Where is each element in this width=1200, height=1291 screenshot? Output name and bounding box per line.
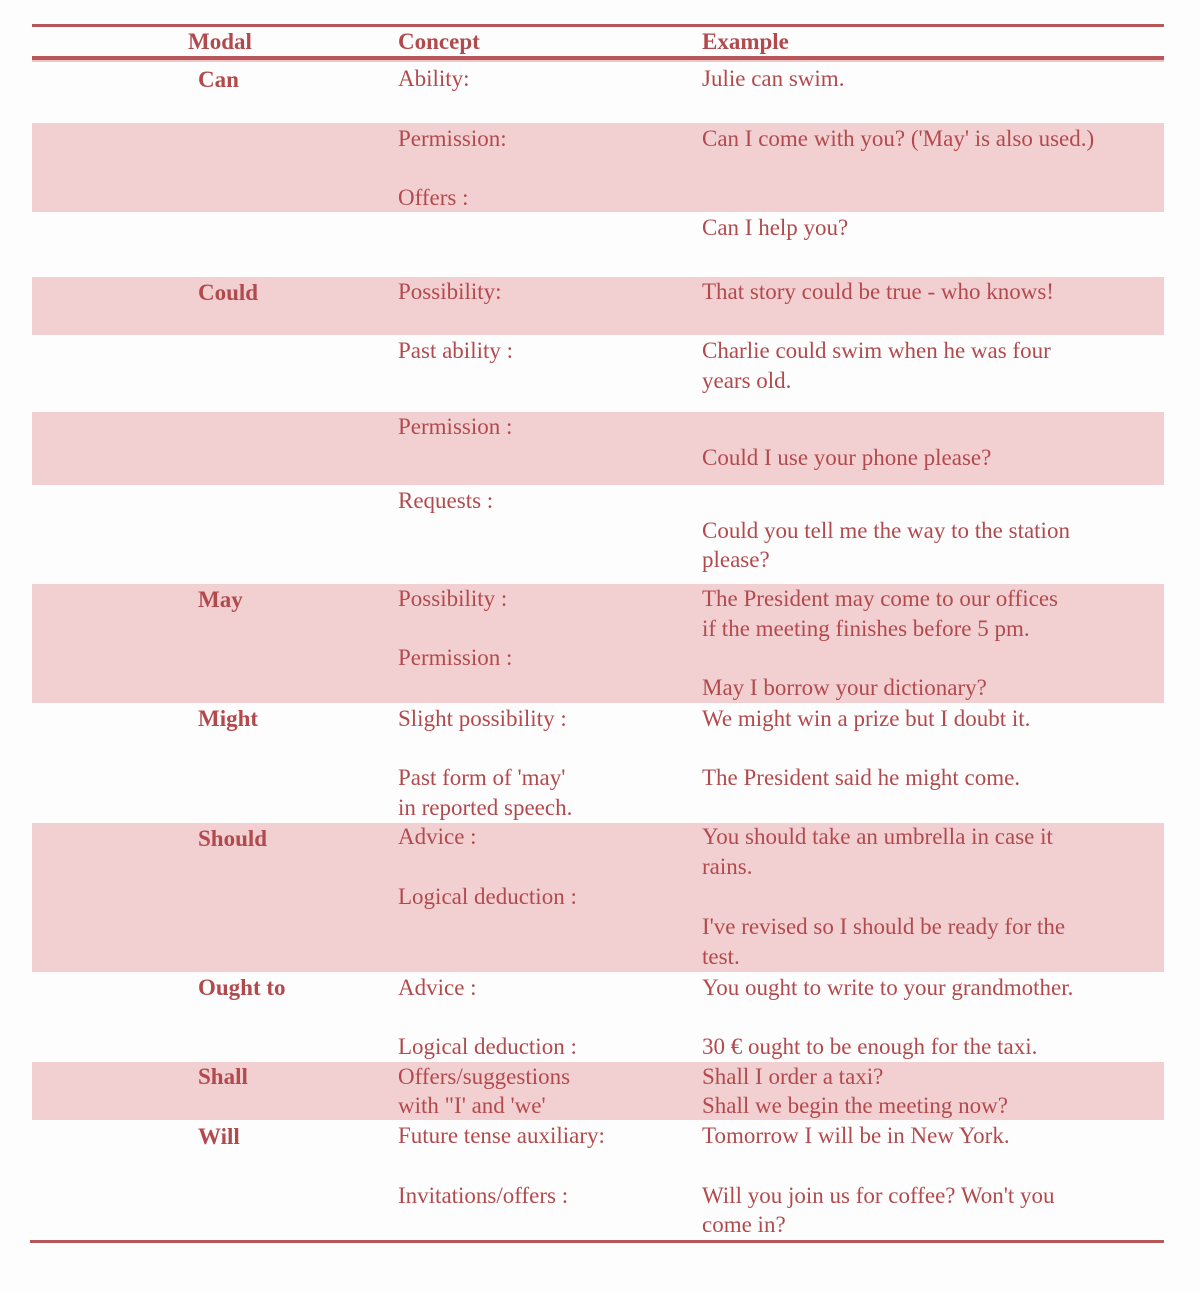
concept-label: Advice :	[398, 824, 477, 849]
header-concept: Concept	[398, 29, 480, 54]
example-text: Can I come with you? ('May' is also used.)	[702, 126, 1095, 151]
concept-label: Possibility:	[398, 279, 502, 304]
example-text: Tomorrow I will be in New York.	[702, 1123, 1010, 1148]
concept-label: Logical deduction :	[398, 1034, 577, 1059]
concept-label: Offers :	[398, 185, 469, 210]
modal-could: Could	[198, 280, 259, 305]
example-text: please?	[702, 547, 770, 572]
concept-label: Slight possibility :	[398, 706, 567, 731]
example-text: We might win a prize but I doubt it.	[702, 706, 1031, 731]
example-text: You should take an umbrella in case it	[702, 824, 1053, 849]
concept-label: Permission:	[398, 126, 507, 151]
example-text: Will you join us for coffee? Won't you	[702, 1183, 1055, 1208]
example-text: May I borrow your dictionary?	[702, 675, 987, 700]
example-text: Shall we begin the meeting now?	[702, 1093, 1008, 1118]
example-text: Julie can swim.	[702, 66, 845, 91]
modal-shall: Shall	[198, 1064, 248, 1089]
example-text: Shall I order a taxi?	[702, 1064, 884, 1089]
concept-label: Past ability :	[398, 338, 513, 363]
example-text: years old.	[702, 368, 792, 393]
example-text: Could you tell me the way to the station	[702, 518, 1070, 543]
example-text: The President may come to our offices	[702, 586, 1058, 611]
concept-label: Past form of 'may'	[398, 765, 566, 790]
header-modal: Modal	[188, 29, 252, 54]
example-text: Can I help you?	[702, 215, 849, 240]
modal-might: Might	[198, 706, 259, 731]
example-text: test.	[702, 944, 740, 969]
example-text: That story could be true - who knows!	[702, 279, 1054, 304]
example-text: rains.	[702, 854, 753, 879]
row-band	[32, 412, 1164, 485]
modal-can: Can	[198, 67, 239, 92]
example-text: The President said he might come.	[702, 765, 1021, 790]
example-text: I've revised so I should be ready for the	[702, 914, 1066, 939]
concept-label: Future tense auxiliary:	[398, 1123, 605, 1148]
modal-will: Will	[198, 1124, 240, 1149]
concept-label: Invitations/offers :	[398, 1183, 569, 1208]
concept-label: Advice :	[398, 975, 477, 1000]
concept-label: with "I' and 'we'	[398, 1093, 546, 1118]
modal-may: May	[198, 587, 243, 612]
concept-label: Requests :	[398, 488, 494, 513]
header-example: Example	[702, 29, 789, 54]
concept-label: Permission :	[398, 645, 513, 670]
modal-should: Should	[198, 826, 268, 851]
table-bottom-rule	[30, 1240, 1164, 1243]
concept-label: in reported speech.	[398, 795, 573, 820]
example-text: You ought to write to your grandmother.	[702, 975, 1074, 1000]
example-text: Could I use your phone please?	[702, 445, 992, 470]
example-text: come in?	[702, 1212, 786, 1237]
concept-label: Possibility :	[398, 586, 508, 611]
example-text: Charlie could swim when he was four	[702, 338, 1051, 363]
example-text: 30 € ought to be enough for the taxi.	[702, 1034, 1038, 1059]
example-text: if the meeting finishes before 5 pm.	[702, 616, 1030, 641]
concept-label: Ability:	[398, 66, 470, 91]
modal-ought-to: Ought to	[198, 975, 286, 1000]
concept-label: Offers/suggestions	[398, 1064, 571, 1089]
concept-label: Logical deduction :	[398, 884, 577, 909]
concept-label: Permission :	[398, 414, 513, 439]
